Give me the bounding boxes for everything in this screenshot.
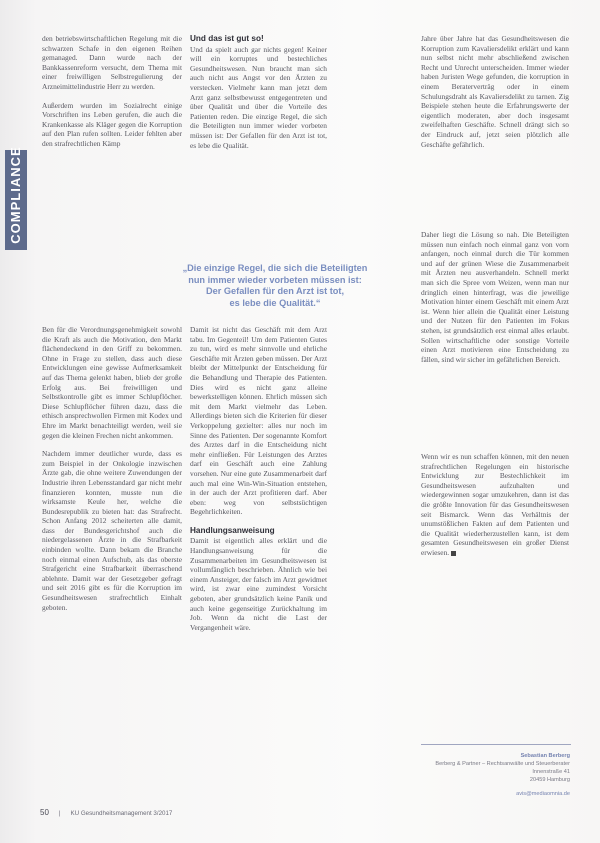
paragraph: Nachdem immer deutlicher wurde, dass es zum Beispiel in der Onkologie inzwischen Ärzte gab, die ohne weitere Zuwendungen der Industrie ihren Lebensstandard gar nicht mehr finanzieren konnten, musste nun die wirksamste Keule her, welche die Bundesrepublik zu bieten hat: das Strafrecht. Schon Anfang 2012 scheiterten alle damit, dass der Bundesgerichtshof auch die niedergelassenen Ärzte in die Strafbarkeit einbinden wollte. Dann bekam die Branche noch einmal einen Aufschub, als das oberste Strafgericht eine Strafbarkeit überraschend ablehnte. Damit war der Gesetzgeber gefragt und seit 2016 gibt es für die Korruption im Gesundheitswesen strafrechtlich Einhalt geboten. (42, 449, 182, 612)
column-2-top (190, 34, 327, 214)
author-city: 20459 Hamburg (529, 777, 570, 783)
paragraph: Daher liegt die Lösung so nah. Die Beteiligten müssen nun einfach noch einmal ganz von vorn anfangen, noch einmal durch die Tür kommen und auf der grünen Wiese die Zusammenarbeit mit Ärzten neu ausverhandeln. Schnell merkt man sich die Spree vom Weizen, wenn man nur dringlich einen hinterfragt, was die jeweilige Motivation hinter einem Geschäft mit einem Arzt ist. Wenn hier allein die Qualität einer Leistung und der Nutzen für den Patienten im Fokus stehen, ist grundsätzlich erst einmal alles erlaubt. Sollen wirtschaftliche oder sonstige Vorteile einen Arzt motivieren eine Entscheidung zu fällen, sind wir sicher im gefährlichen Bereich. (421, 230, 569, 364)
subheading: Und das ist gut so! (190, 34, 264, 43)
paragraph: den betriebswirtschaftlichen Regelung mit die schwarzen Schafe in den eigenen Reihen gemanaged. Dann wurde nach der Bankkassenreform versucht, dem Thema mit einer freiwilligen Selbstregulierung der Arzneimittelindustrie Herr zu werden. (42, 34, 182, 91)
column-3-bottom (421, 452, 569, 680)
author-email-link[interactable]: avis@mediaomnia.de (516, 791, 570, 797)
end-mark-icon (451, 551, 456, 556)
pull-quote-line: nun immer wieder vorbeten müssen ist: (188, 274, 362, 285)
column-3-top (421, 34, 569, 216)
subheading: Handlungsanweisung (190, 525, 275, 535)
footer-separator: | (58, 810, 61, 817)
page-number: 50 (40, 808, 49, 817)
paragraph-text: Wenn wir es nun schaffen können, mit den neuen strafrechtlichen Regelungen ein historische Entwicklung zur Bestechlichkeit im Gesundheitswesen aufzuhalten und wiedergewinnen sogar umzukehren, dann ist das die größte Innovation für das Gesundheitswesen seit Bismarck. Wenn das Verhältnis der unumstößlichen Fakten auf dem Patienten und die Qualität wiederherzustellen kann, ist dem gesamten Gesundheitswesen ein großer Dienst erwiesen. (421, 452, 569, 557)
pull-quote-line: es lebe die Qualität.“ (229, 297, 321, 308)
author-firm: Berberg & Partner – Rechtsanwälte und Steuerberater (435, 761, 570, 767)
paragraph: Außerdem wurden im Sozialrecht einige Vorschriften ins Leben gerufen, die auch die Krankenkasse als Kläger gegen die Korruption auf den Plan rufen sollten. Leider fehlten aber den strafrechtlichen Kämp (42, 100, 182, 148)
paragraph: Und da spielt auch gar nichts gegen! Keiner will ein korruptes und bestechliches Gesundheitswesen. Nun braucht man sich auch nicht aus Angst vor den Ärzten zu verstecken. Vielmehr kann man jetzt dem Arzt ganz selbstbewusst entgegentreten und über Qualität und über die Vorteile des Patienten reden. Die einzige Regel, die sich die Beteiligten nun immer wieder vorbeten müssen ist: Der Gefallen für den Arzt ist tot, es lebe die Qualität. (190, 44, 327, 150)
author-name: Sebastian Berberg (520, 753, 570, 759)
page-footer (40, 808, 172, 817)
paragraph: Ben für die Verordnungsgenehmigkeit sowohl die Kraft als auch die Motivation, den Markt flächendeckend in den Griff zu bekommen. Ohne in Frage zu stellen, dass auch diese Entwicklungen eine gewisse Aufmerksamkeit auf das Thema gelenkt haben, blieb der große Erfolg aus. Bei freiwilligen und Selbstkontrolle gibt es immer Schlupflöcher. Diese Schlupflöcher führen dazu, dass die ethisch ansprechwollen Firmen mit Kodex und Ehre im Markt benachteiligt werden, weil sie gegen die kleinen Frechen nicht ankommen. (42, 325, 182, 440)
paragraph: Jahre über Jahre hat das Gesundheitswesen die Korruption zum Kavaliersdelikt erklärt und kann nun selbst nicht mehr abschließend zwischen Recht und Unrecht unterscheiden. Immer wieder haben Juristen Wege gefunden, die korruption in einem Beraterverträg oder in einem Schulungsdraht als Kavaliersdelikt zu tarnen. Zig Beispiele stehen heute die Erfahrungswerte der eigentlich moderaten, aber doch insgesamt zweifelhaften Geschäfte. Schnell drängt sich so der Eindruck auf, jetzt seien plötzlich alle Geschäfte gefährlich. (421, 34, 569, 149)
pull-quote-line: Der Gefallen für den Arzt ist tot, (206, 286, 344, 297)
pull-quote (125, 263, 425, 309)
paragraph: Damit ist eigentlich alles erklärt und die Handlungsanweisung für die Zusammenarbeiten im Gesundheitswesen ist vollumfänglich beschrieben. Ähnlich wie bei einem Ansteiger, der falsch im Arzt gewidmet wird, ist zwar eine zumindest Vorsicht geboten, aber grundsätzlich keine Panik und auch keine gegenseitige Zurückhaltung im Job. Wenn da nicht die Last der Vergangenheit wäre. (190, 536, 327, 632)
paragraph (421, 452, 569, 558)
column-1-bottom (42, 325, 182, 807)
column-3-middle (421, 230, 569, 442)
publication-name: KU Gesundheitsmanagement 3/2017 (70, 810, 173, 817)
column-1-top (42, 34, 182, 226)
paragraph: Damit ist nicht das Geschäft mit dem Arzt tabu. Im Gegenteil! Um dem Patienten Gutes zu tun, wird es mehr sinnvolle und ehrliche Geschäfte mit Ärzten geben müssen. Der Arzt bleibt der Mittelpunkt der Entscheidung für die Behandlung und Therapie des Patienten. Dies wird es nicht ganz alleine bewerkstelligen können. Ehrlich müssen sich mit dem Markt vielmehr das Leben. Allerdings bieten sich die Kriterien für dieser Verkoppelung gezielter: alles nur noch im Sinne des Patienten. Der sogenannte Komfort des Arztes darf in die Entscheidung nicht mehr einfließen. Für Leistungen des Arztes darf ein Geschäft auch eine Zahlung vorsehen. Nur eine gute Zusammenarbeit darf auch mal eine Win-Win-Situation entstehen, in der auch der Arzt profitieren darf. Aber eben: weg von selbstsüchtigen Begehrlichkeiten. (190, 325, 327, 517)
section-label: COMPLIANCE (8, 146, 23, 244)
pull-quote-line: „Die einzige Regel, die sich die Beteiligten (182, 263, 368, 273)
column-2-bottom (190, 325, 327, 807)
divider (421, 744, 571, 745)
author-box (430, 752, 570, 798)
author-street: Innenstraße 41 (532, 769, 570, 775)
